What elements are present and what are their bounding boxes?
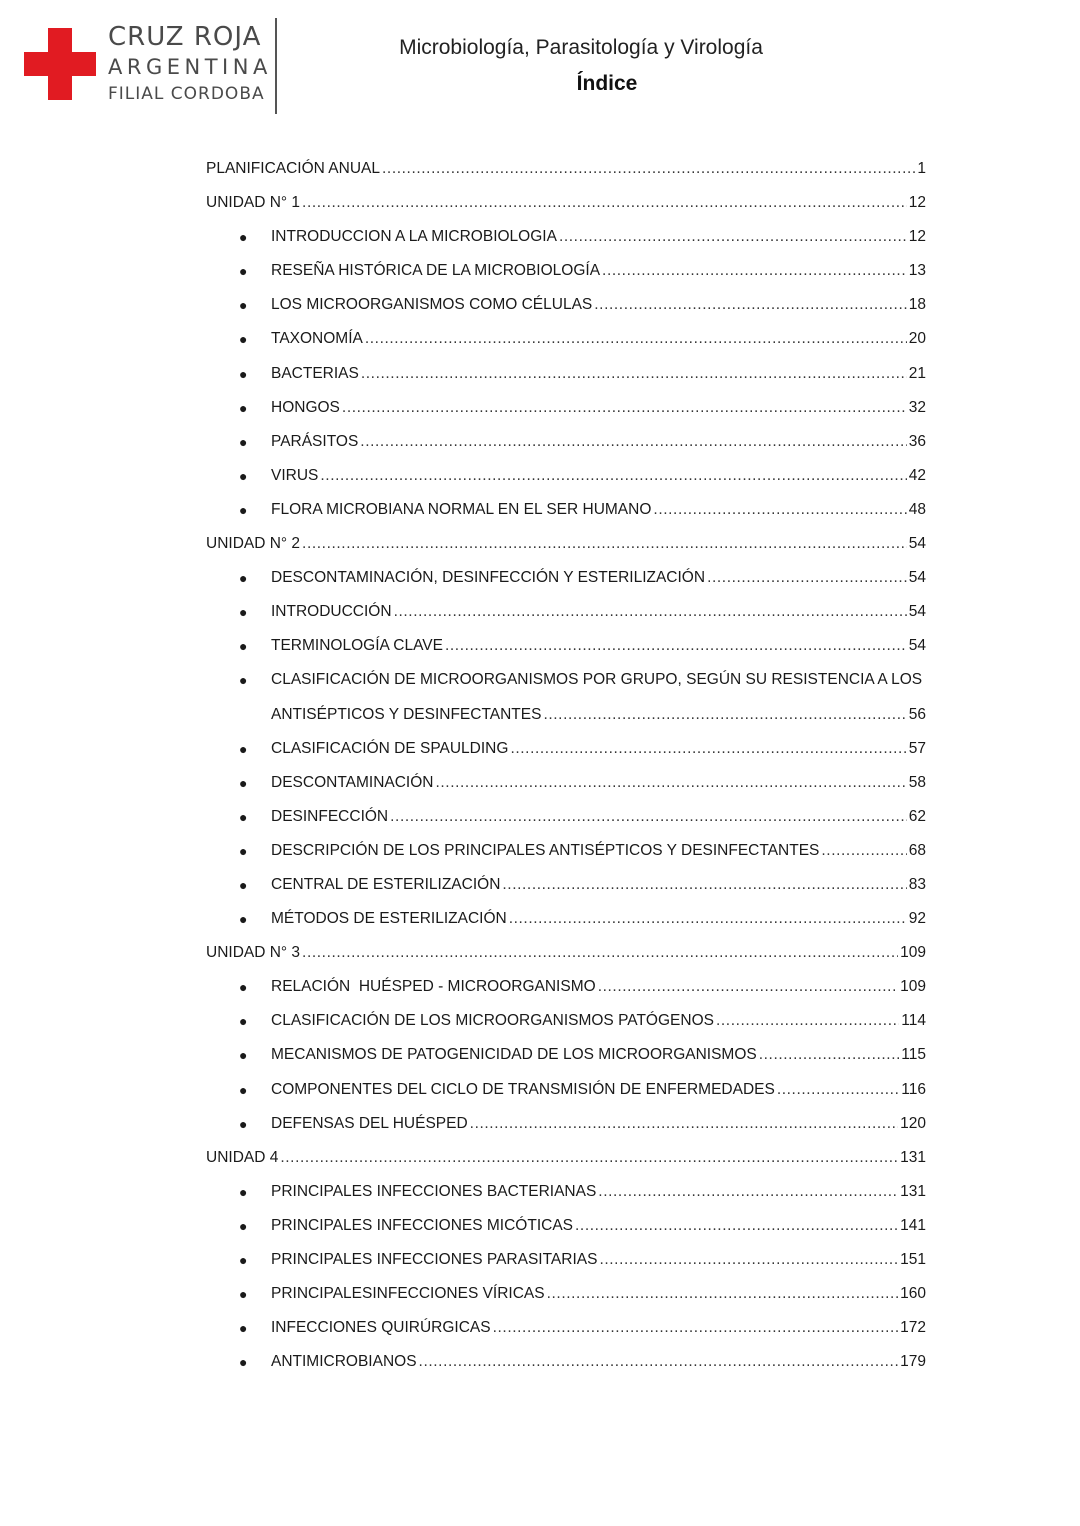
toc-entry[interactable] [206, 1209, 926, 1243]
toc-entry-page: 54 [908, 637, 926, 655]
bullet-icon: ● [239, 876, 248, 893]
toc-entry-page: 141 [900, 1216, 926, 1234]
toc-entry[interactable] [206, 254, 926, 288]
toc-entry[interactable] [206, 1311, 926, 1345]
toc-entry-page: 83 [908, 875, 926, 893]
toc-leader [302, 527, 907, 561]
toc-leader [493, 1311, 899, 1345]
bullet-icon: ● [239, 433, 248, 450]
toc-entry-page: 160 [900, 1285, 926, 1303]
red-cross-logo [24, 28, 96, 100]
toc-entry[interactable] [206, 766, 926, 800]
toc-leader [653, 493, 906, 527]
toc-entry-page: 92 [908, 910, 926, 928]
page-header [0, 0, 1080, 130]
toc-leader [543, 698, 906, 732]
toc-entry[interactable] [206, 732, 926, 766]
toc-leader [302, 186, 907, 220]
bullet-icon: ● [239, 1013, 248, 1030]
toc-entry[interactable] [206, 561, 926, 595]
toc-entry[interactable] [206, 220, 926, 254]
toc-leader [509, 902, 907, 936]
toc-entry[interactable] [206, 800, 926, 834]
toc-entry-title: TERMINOLOGÍA CLAVE [271, 637, 443, 655]
toc-leader [435, 766, 906, 800]
toc-leader [594, 288, 907, 322]
toc-entry[interactable] [206, 493, 926, 527]
toc-leader [716, 1004, 899, 1038]
bullet-icon: ● [239, 570, 248, 587]
toc-entry-page: 109 [900, 944, 926, 962]
toc-entry-page: 1 [917, 160, 926, 177]
bullet-icon: ● [239, 229, 248, 246]
toc-entry[interactable] [206, 868, 926, 902]
toc-leader [598, 1175, 898, 1209]
toc-entry-title: CLASIFICACIÓN DE SPAULDING [271, 739, 509, 757]
bullet-icon: ● [239, 672, 248, 689]
bullet-icon: ● [239, 1320, 248, 1337]
toc-entry[interactable] [206, 425, 926, 459]
toc-leader [547, 1277, 899, 1311]
toc-entry[interactable] [206, 1073, 926, 1107]
toc-entry-title: VIRUS [271, 466, 319, 484]
toc-entry-page: 42 [908, 466, 926, 484]
toc-leader [598, 970, 898, 1004]
toc-entry-page: 48 [908, 500, 926, 518]
toc-entry-page: 131 [900, 1182, 926, 1200]
toc-entry-title: COMPONENTES DEL CICLO DE TRANSMISIÓN DE ENFERMEDADES [271, 1080, 775, 1098]
toc-entry-page: 32 [908, 398, 926, 416]
toc-leader [777, 1073, 899, 1107]
toc-entry-title: CLASIFICACIÓN DE LOS MICROORGANISMOS PATÓGENOS [271, 1012, 714, 1030]
toc-entry-title: HONGOS [271, 398, 340, 416]
toc-leader [559, 220, 907, 254]
toc-leader [390, 800, 907, 834]
bullet-icon: ● [239, 1286, 248, 1303]
toc-entry[interactable] [206, 970, 926, 1004]
toc-entry-title: FLORA MICROBIANA NORMAL EN EL SER HUMANO [271, 500, 652, 518]
toc-entry-page: 54 [908, 569, 926, 587]
toc-entry[interactable] [206, 1243, 926, 1277]
toc-leader [394, 595, 907, 629]
toc-entry-title: PRINCIPALES INFECCIONES PARASITARIAS [271, 1251, 598, 1268]
toc-entry-title: TAXONOMÍA [271, 330, 363, 348]
red-cross-horizontal-bar [24, 52, 96, 76]
toc-entry-unidad-3[interactable] [206, 936, 926, 970]
toc-entry[interactable] [206, 459, 926, 493]
bullet-icon: ● [239, 1183, 248, 1200]
bullet-icon: ● [239, 979, 248, 996]
toc-entry[interactable] [206, 391, 926, 425]
bullet-icon: ● [239, 911, 248, 928]
toc-entry-page: 13 [908, 262, 926, 280]
bullet-icon: ● [239, 331, 248, 348]
toc-entry[interactable] [206, 357, 926, 391]
toc-entry[interactable] [206, 1004, 926, 1038]
toc-entry-title: PRINCIPALESINFECCIONES VÍRICAS [271, 1285, 545, 1303]
toc-entry-title: PLANIFICACIÓN ANUAL [206, 160, 380, 177]
bullet-icon: ● [239, 1081, 248, 1098]
bullet-icon: ● [239, 774, 248, 791]
bullet-icon: ● [239, 638, 248, 655]
bullet-icon: ● [239, 808, 248, 825]
toc-entry[interactable] [206, 1277, 926, 1311]
bullet-icon: ● [239, 501, 248, 518]
toc-entry-page: 114 [901, 1012, 926, 1030]
toc-entry[interactable] [206, 1038, 926, 1072]
toc-entry[interactable] [206, 595, 926, 629]
toc-entry[interactable] [206, 663, 926, 731]
toc-entry[interactable] [206, 1175, 926, 1209]
toc-entry-page: 20 [908, 330, 926, 348]
toc-entry-title: DESCONTAMINACIÓN, DESINFECCIÓN Y ESTERILIZACIÓN [271, 569, 706, 587]
toc-entry-title: DESCRIPCIÓN DE LOS PRINCIPALES ANTISÉPTICOS Y DESINFECTANTES [271, 841, 820, 859]
toc-entry-title: BACTERIAS [271, 364, 359, 382]
toc-entry-page: 131 [900, 1148, 926, 1166]
bullet-icon: ● [239, 1252, 248, 1268]
toc-entry-unidad-2[interactable] [206, 527, 926, 561]
toc-entry-title: DEFENSAS DEL HUÉSPED [271, 1114, 468, 1132]
toc-entry-page: 115 [901, 1046, 926, 1064]
table-of-contents [206, 152, 926, 1379]
toc-entry-title: MECANISMOS DE PATOGENICIDAD DE LOS MICROORGANISMOS [271, 1046, 757, 1064]
bullet-icon: ● [239, 842, 248, 859]
toc-leader [280, 1141, 898, 1175]
toc-entry-page: 58 [908, 773, 926, 791]
toc-entry-unidad-4[interactable] [206, 1141, 926, 1175]
toc-leader [382, 152, 915, 186]
toc-leader [759, 1038, 900, 1072]
toc-entry-title: RESEÑA HISTÓRICA DE LA MICROBIOLOGÍA [271, 262, 601, 280]
toc-entry-page: 21 [908, 364, 926, 382]
bullet-icon: ● [239, 740, 248, 757]
organization-name [108, 24, 272, 103]
toc-entry-unidad-1[interactable] [206, 186, 926, 220]
toc-entry-page: 120 [900, 1114, 926, 1132]
bullet-icon: ● [239, 467, 248, 484]
toc-entry-title: INTRODUCCION A LA MICROBIOLOGIA [271, 228, 557, 246]
header-divider [275, 18, 277, 114]
toc-entry-title: DESINFECCIÓN [271, 807, 389, 825]
toc-entry-title: UNIDAD 4 [206, 1148, 279, 1166]
toc-entry-title: UNIDAD N° 3 [206, 944, 301, 962]
toc-entry[interactable] [206, 1107, 926, 1141]
toc-leader [470, 1107, 898, 1141]
toc-entry-page: 62 [908, 807, 926, 825]
bullet-icon: ● [239, 604, 248, 621]
toc-leader [360, 425, 906, 459]
toc-entry-page: 12 [908, 228, 926, 246]
toc-entry-page: 179 [900, 1353, 926, 1371]
toc-leader [821, 834, 906, 868]
toc-entry-page: 54 [908, 603, 926, 621]
toc-entry-title: PARÁSITOS [271, 432, 359, 450]
toc-entry[interactable] [206, 834, 926, 868]
toc-entry-title-continued: ANTISÉPTICOS Y DESINFECTANTES [271, 705, 542, 723]
toc-entry-title: ANTIMICROBIANOS [271, 1353, 417, 1371]
toc-leader [502, 868, 906, 902]
org-line-1: CRUZ ROJA [108, 22, 262, 52]
bullet-icon: ● [239, 1354, 248, 1371]
toc-entry-page: 151 [900, 1251, 926, 1268]
toc-leader [342, 391, 907, 425]
toc-leader [419, 1345, 899, 1379]
toc-leader [510, 732, 906, 766]
toc-entry-page: 36 [908, 432, 926, 450]
document-title: Microbiología, Parasitología y Virología [399, 36, 763, 59]
toc-leader [365, 322, 907, 356]
toc-entry-title: PRINCIPALES INFECCIONES MICÓTICAS [271, 1216, 574, 1234]
toc-entry-page: 172 [900, 1319, 926, 1337]
toc-leader [302, 936, 898, 970]
toc-leader [599, 1243, 898, 1277]
toc-entry-title: PRINCIPALES INFECCIONES BACTERIANAS [271, 1182, 597, 1200]
toc-leader [575, 1209, 898, 1243]
toc-entry-title: DESCONTAMINACIÓN [271, 773, 434, 791]
toc-entry-title: UNIDAD N° 2 [206, 535, 301, 553]
bullet-icon: ● [239, 399, 248, 416]
toc-leader [707, 561, 907, 595]
bullet-icon: ● [239, 1115, 248, 1132]
toc-entry[interactable] [206, 902, 926, 936]
toc-entry-page: 116 [901, 1080, 926, 1098]
toc-entry-planificacion[interactable] [206, 152, 926, 186]
toc-entry[interactable] [206, 1345, 926, 1379]
toc-entry-title: MÉTODOS DE ESTERILIZACIÓN [271, 910, 507, 928]
toc-leader [602, 254, 907, 288]
org-line-2: ARGENTINA [108, 55, 272, 79]
toc-entry-title: CLASIFICACIÓN DE MICROORGANISMOS POR GRUPO, SEGÚN SU RESISTENCIA A LOS [271, 671, 923, 689]
toc-entry-title: CENTRAL DE ESTERILIZACIÓN [271, 875, 501, 893]
toc-entry-page: 54 [908, 535, 926, 553]
toc-entry-title: RELACIÓN HUÉSPED - MICROORGANISMO [271, 978, 596, 996]
bullet-icon: ● [239, 263, 248, 280]
bullet-icon: ● [239, 297, 248, 314]
toc-entry-page: 109 [900, 978, 926, 996]
toc-leader [320, 459, 906, 493]
toc-leader [361, 357, 907, 391]
toc-entry-title: INTRODUCCIÓN [271, 603, 392, 621]
toc-entry-title: INFECCIONES QUIRÚRGICAS [271, 1319, 491, 1337]
toc-entry[interactable] [206, 629, 926, 663]
bullet-icon: ● [239, 1217, 248, 1234]
toc-entry[interactable] [206, 288, 926, 322]
toc-entry-page: 68 [908, 841, 926, 859]
toc-leader [445, 629, 907, 663]
org-line-3: FILIAL CORDOBA [108, 84, 265, 104]
document-subtitle: Índice [576, 72, 638, 95]
toc-entry-page: 12 [908, 194, 926, 212]
toc-entry-page: 18 [908, 296, 926, 314]
toc-entry-title: UNIDAD N° 1 [206, 194, 301, 212]
toc-entry-title: LOS MICROORGANISMOS COMO CÉLULAS [271, 296, 593, 314]
bullet-icon: ● [239, 365, 248, 382]
toc-entry-page: 56 [908, 705, 926, 723]
toc-entry-page: 57 [908, 739, 926, 757]
bullet-icon: ● [239, 1047, 248, 1064]
toc-entry[interactable] [206, 322, 926, 356]
